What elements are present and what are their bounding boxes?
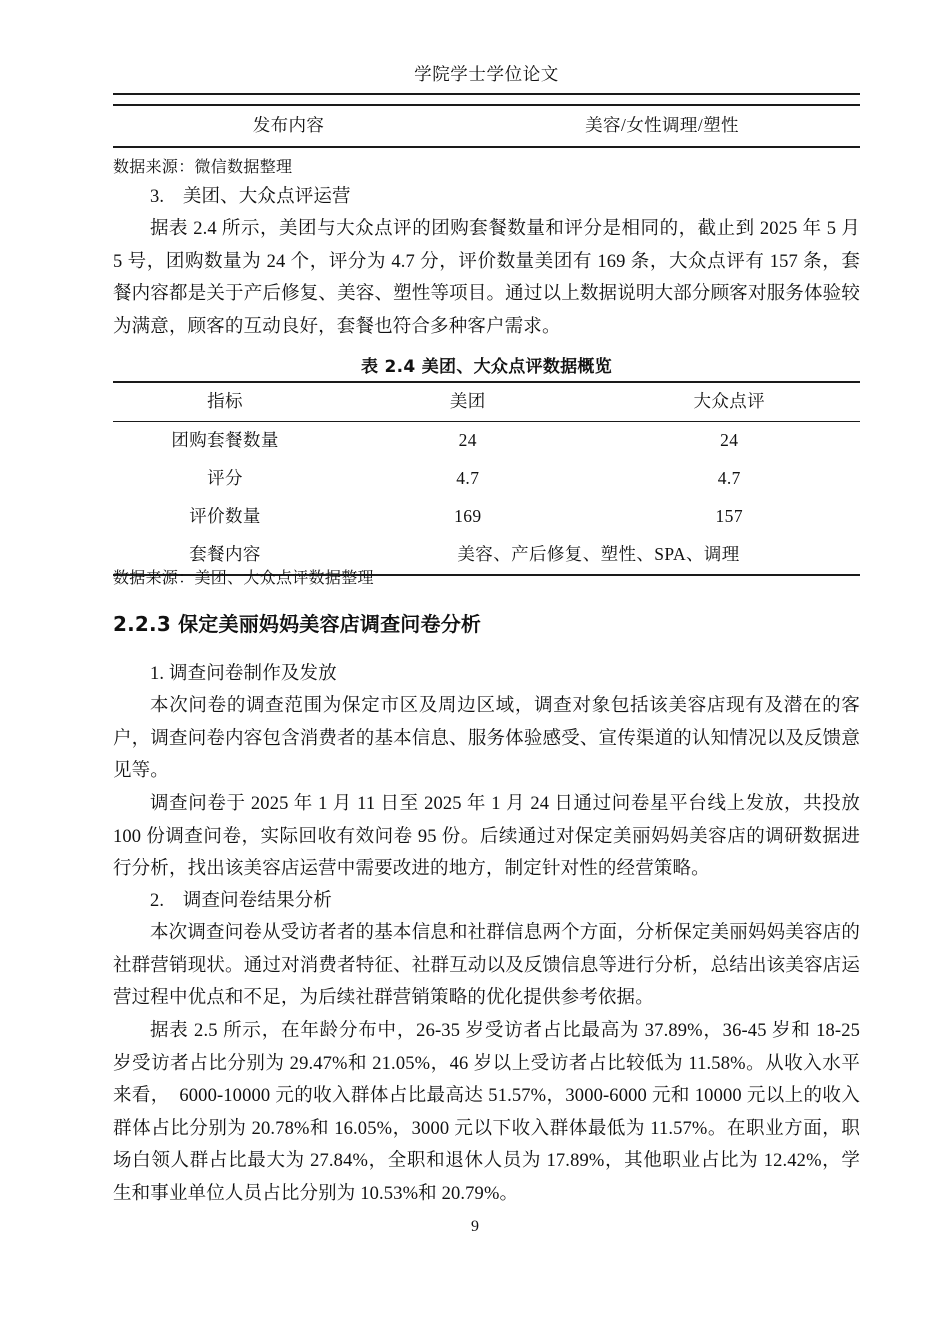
list-item-3: 3. 美团、大众点评运营 [150, 187, 351, 207]
table-row [113, 498, 860, 536]
table-cell-value: 美容/女性调理/塑性 [585, 115, 739, 135]
table-cell-package-content: 美容、产后修复、塑性、SPA、调理 [337, 536, 860, 575]
table-header-cell-indicator: 指标 [113, 382, 337, 422]
table-2-4-source: 数据来源：美团、大众点评数据整理 [113, 570, 374, 587]
table-row [113, 460, 860, 498]
header-rule [113, 93, 860, 95]
table-2-4 [113, 381, 860, 576]
paragraph-4: 据表 2.5 所示，在年龄分布中，26-35 岁受访者占比最高为 37.89%，36-45 岁和 18-25 岁受访者占比分别为 29.47%和 21.05%，46 岁以上受访者占比较低为 11.58%。从收入水平来看， 6000-10000 元的收入群体占比最高达 51.57%，3000-6000 元和 10000 元以上的收入群体占比分别为 20.78%和 16.05%，3000 元以下收入群体最低为 11.57%。在职业方面，职场白领人群占比最大为 27.84%，全职和退休人员为 17.89%，其他职业占比为 12.42%，学生和事业单位人员占比分别为 10.53%和 20.79%。 [113, 1021, 860, 1204]
table-cell-dianping: 24 [599, 422, 860, 461]
table-cell-label: 评价数量 [189, 506, 261, 526]
paragraph-section-3: 据表 2.4 所示，美团与大众点评的团购套餐数量和评分是相同的，截止到 2025 年 5 月 5 号，团购数量为 24 个，评分为 4.7 分，评价数量美团有 169 条，大众点评有 157 条，套餐内容都是关于产后修复、美容、塑性等项目。通过以上数据说明大部分顾客对服务体验较为满意，顾客的互动良好，套餐也符合多种客户需求。 [113, 219, 860, 337]
table-cell-label: 团购套餐数量 [113, 422, 337, 461]
table-cell-label: 评分 [207, 468, 243, 488]
table-header-row [113, 382, 860, 422]
table-row [113, 422, 860, 461]
table-cell-meituan: 4.7 [456, 468, 480, 488]
table-row [113, 104, 860, 148]
list-item-1: 1. 调查问卷制作及发放 [150, 664, 337, 684]
table-header-cell-dianping: 大众点评 [599, 382, 860, 422]
page-number: 9 [471, 1218, 479, 1235]
table-2-4-caption: 表 2.4 美团、大众点评数据概览 [360, 357, 613, 377]
list-item-2: 2. 调查问卷结果分析 [150, 891, 333, 911]
table-cell-label: 发布内容 [252, 115, 325, 135]
table-cell-meituan: 24 [337, 422, 598, 461]
running-header [113, 62, 860, 95]
table-cell-label: 套餐内容 [113, 536, 337, 575]
table-header-cell-meituan: 美团 [337, 382, 598, 422]
table-continued-source: 数据来源：微信数据整理 [113, 159, 293, 176]
section-heading-2-2-3: 2.2.3 保定美丽妈妈美容店调查问卷分析 [113, 612, 482, 636]
running-header-title: 学院学士学位论文 [414, 64, 559, 84]
paragraph-2: 调查问卷于 2025 年 1 月 11 日至 2025 年 1 月 24 日通过问卷星平台线上发放，共投放 100 份调查问卷，实际回收有效问卷 95 份。后续通过对保定美丽妈妈美容店的调研数据进行分析，找出该美容店运营中需要改进的地方，制定针对性的经营策略。 [113, 794, 860, 879]
paragraph-3: 本次调查问卷从受访者者的基本信息和社群信息两个方面，分析保定美丽妈妈美容店的社群营销现状。通过对消费者特征、社群互动以及反馈信息等进行分析，总结出该美容店运营过程中优点和不足，为后续社群营销策略的优化提供参考依据。 [113, 923, 860, 1008]
table-cell-dianping: 4.7 [717, 468, 741, 488]
table-cell-dianping: 157 [715, 506, 743, 526]
table-continued-fragment [113, 104, 860, 148]
table-cell-meituan: 169 [454, 506, 482, 526]
paragraph-1: 本次问卷的调查范围为保定市区及周边区域，调查对象包括该美容店现有及潜在的客户，调查问卷内容包含消费者的基本信息、服务体验感受、宣传渠道的认知情况以及反馈意见等。 [113, 696, 860, 781]
